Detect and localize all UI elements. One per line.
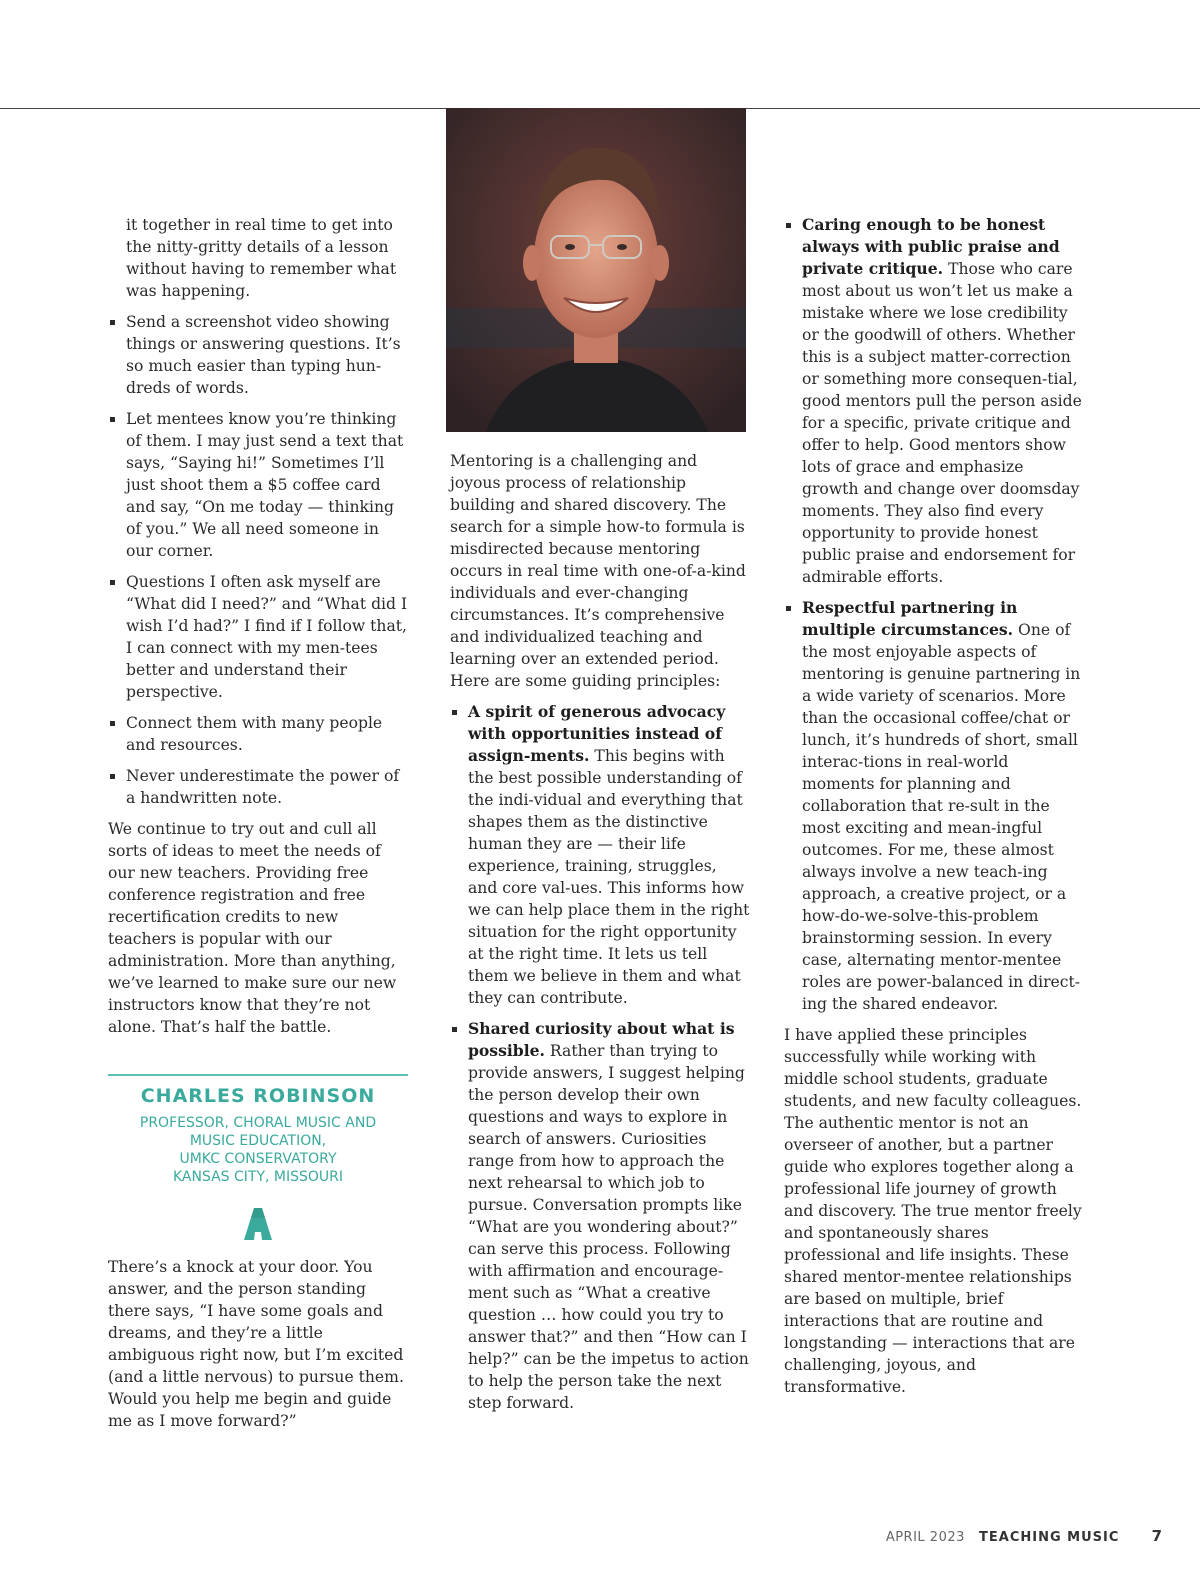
principles-list: [450, 701, 750, 1414]
list-item: Connect them with many people and resources.: [108, 712, 410, 756]
list-item: Respectful partnering in multiple circumstances. One of the most enjoyable aspects of mentoring is genuine partnering in a wide variety of scenarios. More than the occasional coffee/chat or lunch, it’s hundreds of short, small interac-tions in real-world moments for planning and collaboration that re-sult in the most exciting and mean-ingful outcomes. For me, these almost always involve a new teach-ing approach, a creative project, or a how-do-we-solve-this-problem brainstorming session. In every case, alternating mentor-mentee roles are power-balanced in direct-ing the shared endeavor.: [784, 597, 1084, 1015]
magazine-name: TEACHING MUSIC: [979, 1530, 1120, 1545]
list-item: Let mentees know you’re thinking of them. I may just send a text that says, “Saying hi!” Sometimes I’ll just shoot them a $5 coffee card and say, “On me today — thinking of you.” We all need someone in our corner.: [108, 408, 410, 562]
list-item: Never underestimate the power of a handwritten note.: [108, 765, 410, 809]
author-name: CHARLES ROBINSON: [140, 1085, 376, 1107]
author-title: PROFESSOR, CHORAL MUSIC AND MUSIC EDUCATION, UMKC CONSERVATORY KANSAS CITY, MISSOURI: [139, 1115, 377, 1185]
closing-paragraph: We continue to try out and cull all sorts of ideas to meet the needs of our new teachers. Providing free conference registration and free recertification credits to new teachers is popular with our administration. More than anything, we’ve learned to make sure our new instructors know that they’re not alone. That’s half the battle.: [108, 820, 397, 1036]
mentoring-paragraph: Mentoring is a challenging and joyous process of relationship building and shared discovery. The search for a simple how-to formula is misdirected because mentoring occurs in real time with one-of-a-kind individuals and ever-changing circumstances. It’s comprehensive and individualized teaching and learning over an extended period. Here are some guiding principles:: [450, 452, 746, 690]
list-item: it together in real time to get into the nitty-gritty details of a lesson without having to remember what was happening.: [126, 216, 397, 300]
column-right: [784, 214, 1084, 1398]
teaching-music-a-logo-icon: [240, 1206, 276, 1242]
column-left: [108, 214, 410, 1038]
page-footer: [886, 1527, 1162, 1545]
list-item: Questions I often ask myself are “What did I need?” and “What did I wish I’d had?” I find if I follow that, I can connect with my men-tees better and understand their perspective.: [108, 571, 410, 703]
author-photo: [446, 108, 746, 432]
list-item: Shared curiosity about what is possible. Rather than trying to provide answers, I suggest helping the person develop their own questions and ways to explore in search of answers. Curiosities range from how to approach the next rehearsal to which job to pursue. Conversation prompts like “What are you wondering about?” can serve this process. Following with affirmation and encourage-ment such as “What a creative question … how could you try to answer that?” and then “How can I help?” can be the impetus to action to help the person take the next step forward.: [450, 1018, 750, 1414]
principles-list-continued: [784, 214, 1084, 1015]
byline-divider: [108, 1074, 408, 1076]
portrait-illustration: [446, 108, 746, 432]
intro-paragraph: There’s a knock at your door. You answer, and the person standing there says, “I have some goals and dreams, and they’re a little ambiguous right now, but I’m excited (and a little nervous) to pursue them. Would you help me begin and guide me as I move forward?”: [108, 1258, 404, 1430]
page-number: 7: [1151, 1527, 1162, 1545]
tips-list: [108, 214, 410, 809]
list-item: A spirit of generous advocacy with opportunities instead of assign-ments. This begins with the best possible understanding of the indi-vidual and everything that shapes them as the distinctive human they are — their life experience, training, struggles, and core val-ues. This informs how we can help place them in the right situation for the right opportunity at the right time. It lets us tell them we believe in them and what they can contribute.: [450, 701, 750, 1009]
closing-paragraph: I have applied these principles successfully while working with middle school students, graduate students, and new faculty colleagues. The authentic mentor is not an overseer of another, but a partner guide who explores together along a professional life journey of growth and discovery. The true mentor freely and spontaneously shares professional and life insights. These shared mentor-mentee relationships are based on multiple, brief interactions that are routine and longstanding — interactions that are challenging, joyous, and transformative.: [784, 1026, 1082, 1396]
list-item: Caring enough to be honest always with public praise and private critique. Those who care most about us won’t let us make a mistake where we lose credibility or the goodwill of others. Whether this is a subject matter-correction or something more consequen-tial, good mentors pull the person aside for a specific, private critique and offer to help. Good mentors show lots of grace and emphasize growth and change over doomsday moments. They also find every opportunity to provide honest public praise and endorsement for admirable efforts.: [784, 214, 1084, 588]
list-item: Send a screenshot video showing things or answering questions. It’s so much easier than typing hun-dreds of words.: [108, 311, 410, 399]
intro-column: [108, 1256, 410, 1432]
column-middle: [450, 450, 750, 1423]
issue-date: APRIL 2023: [885, 1530, 965, 1545]
author-byline: [108, 1082, 408, 1186]
